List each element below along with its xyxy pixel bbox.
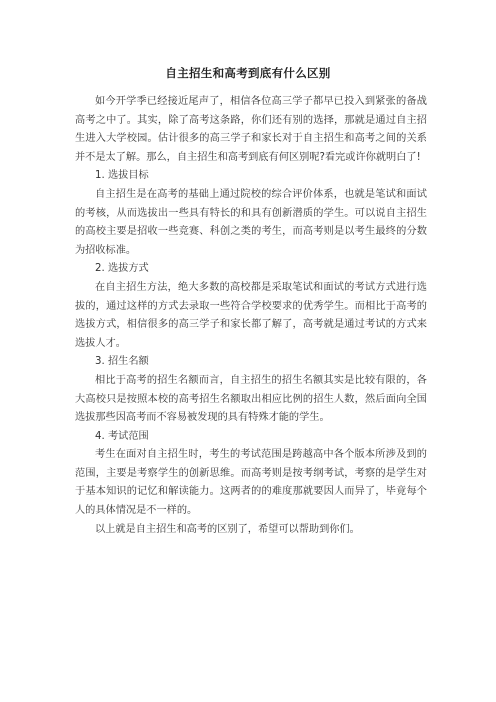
section-body-2: 在自主招生方法，绝大多数的高校都是采取笔试和面试的考试方式进行选拔的，通过这样的方式去录取一些符合学校要求的优秀学生。而相比于高考的选拔方式，相信很多的高三学子和家长都了解了，高考就是通过考试的方式来选拔人才。	[75, 281, 427, 349]
section-heading-3: 3. 招生名额	[95, 356, 149, 368]
section-heading-4: 4. 考试范围	[95, 430, 149, 442]
intro-paragraph: 如今开学季已经接近尾声了，相信各位高三学子都早已投入到紧张的备战高考之中了。其实，除了高考这条路，你们还有别的选择，那就是通过自主招生进入大学校园。估计很多的高三学子和家长对于自主招生和高考之间的关系并不是太了解。那么，自主招生和高考到底有何区别呢?看完或许你就明白了!	[75, 96, 427, 163]
section-body-3: 相比于高考的招生名额而言，自主招生的招生名额其实是比较有限的，各大高校只是按照本校的高考招生名额取出相应比例的招生人数，然后面向全国选拔那些因高考而不容易被发现的具有特殊才能的学生。	[75, 374, 427, 424]
document-body	[75, 93, 427, 539]
conclusion-paragraph: 以上就是自主招生和高考的区别了，希望可以帮助到你们。	[95, 523, 360, 535]
document-title: 自主招生和高考到底有什么区别	[165, 66, 331, 80]
section-body-1: 自主招生是在高考的基础上通过院校的综合评价体系，也就是笔试和面试的考核，从而选拔出一些具有特长的和具有创新潜质的学生。可以说自主招生的高校主要是招收一些竞赛、科创之类的考生，而高考则是以考生最终的分数为招收标准。	[75, 188, 427, 256]
section-body-4: 考生在面对自主招生时，考生的考试范围是跨越高中各个版本所涉及到的范围，主要是考察学生的创新思维。而高考则是按考纲考试，考察的是学生对于基本知识的记忆和解读能力。这两者的的难度那就要因人而异了，毕竟每个人的具体情况是不一样的。	[75, 449, 427, 517]
section-heading-1: 1. 选拔目标	[95, 170, 149, 182]
section-heading-2: 2. 选拔方式	[95, 263, 149, 275]
